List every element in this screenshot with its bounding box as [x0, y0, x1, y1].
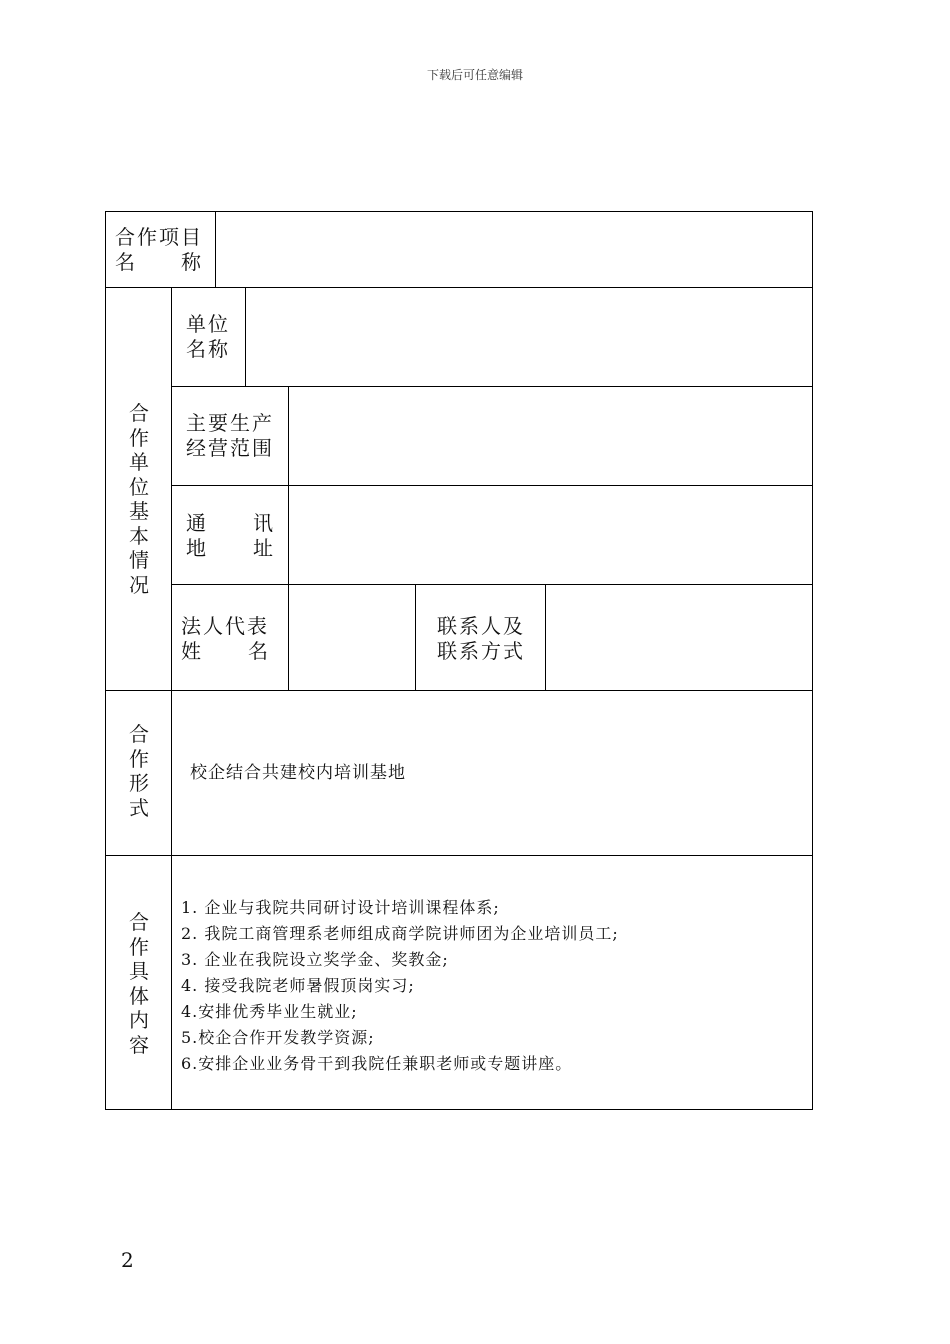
list-item: 4. 接受我院老师暑假顶岗实习; [181, 976, 415, 995]
unit-name-value-cell[interactable] [245, 287, 813, 387]
form-type-label: 合 作 形 式 [129, 722, 149, 820]
content-list [181, 895, 619, 1077]
project-name-label-line2a: 名 [115, 250, 137, 274]
legal-rep-value-cell[interactable] [288, 584, 416, 691]
business-scope-label-line1: 主要生产 [186, 411, 274, 435]
business-scope-value-cell[interactable] [288, 386, 813, 486]
contact-label-line1: 联系人及 [437, 614, 525, 638]
contact-value-cell[interactable] [545, 584, 813, 691]
project-name-label-line2b: 称 [181, 250, 203, 274]
list-item: 1. 企业与我院共同研讨设计培训课程体系; [181, 898, 500, 917]
list-item: 4.安排优秀毕业生就业; [181, 1002, 358, 1021]
address-label-line2b: 址 [253, 536, 275, 560]
form-type-value: 校企结合共建校内培训基地 [190, 763, 406, 783]
list-item: 5.校企合作开发教学资源; [181, 1028, 375, 1047]
address-label-line1a: 通 [186, 511, 208, 535]
header-note: 下载后可任意编辑 [426, 68, 523, 82]
legal-rep-label-line2b: 名 [248, 639, 270, 663]
project-name-value-cell[interactable] [215, 211, 813, 288]
address-value-cell[interactable] [288, 485, 813, 585]
page-number: 2 [121, 1248, 134, 1272]
address-label-line2a: 地 [186, 536, 208, 560]
business-scope-label-line2: 经营范围 [186, 436, 274, 460]
list-item: 3. 企业在我院设立奖学金、奖教金; [181, 950, 449, 969]
list-item: 2. 我院工商管理系老师组成商学院讲师团为企业培训员工; [181, 924, 619, 943]
unit-name-label-line2: 名称 [186, 337, 230, 361]
content-label: 合 作 具 体 内 容 [129, 910, 149, 1057]
partner-section-label: 合 作 单 位 基 本 情 况 [129, 401, 149, 597]
legal-rep-label-line1: 法人代表 [181, 614, 269, 638]
unit-name-label-line1: 单位 [186, 312, 230, 336]
legal-rep-label-line2a: 姓 [181, 639, 203, 663]
project-name-label-line1: 合作项目 [115, 225, 203, 249]
list-item: 6.安排企业业务骨干到我院任兼职老师或专题讲座。 [181, 1054, 573, 1073]
contact-label-line2: 联系方式 [437, 639, 525, 663]
address-label-line1b: 讯 [253, 511, 275, 535]
